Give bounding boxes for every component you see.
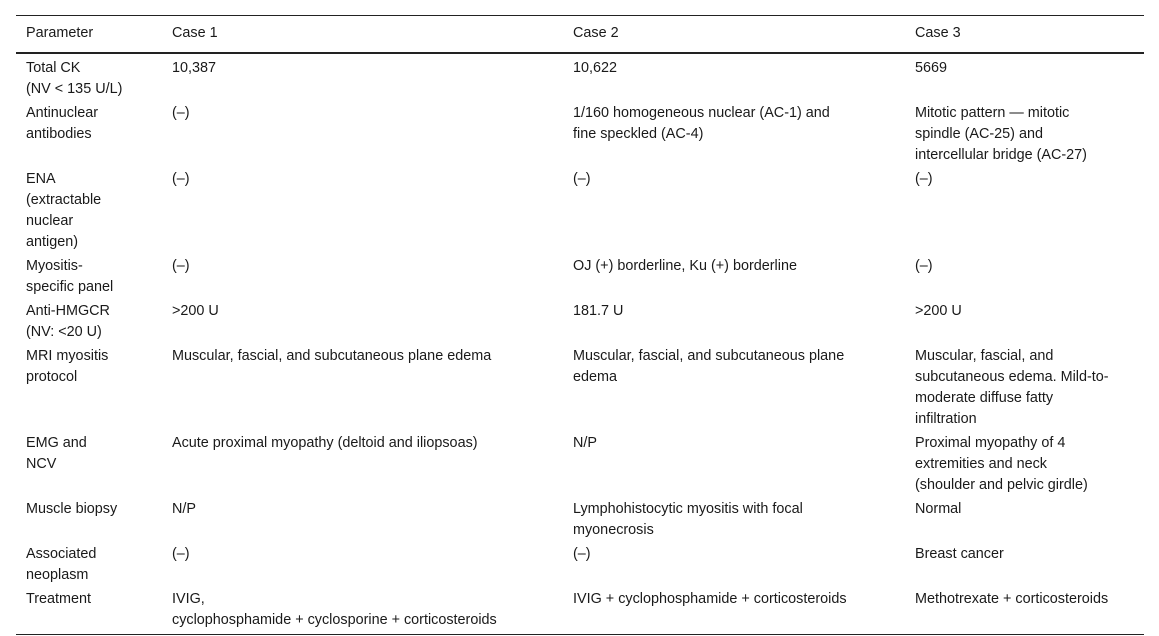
cell-text-line: >200 U xyxy=(915,303,962,319)
cell-text-line: spindle (AC-25) and xyxy=(915,126,1043,142)
cell-text-line: Methotrexate + corticosteroids xyxy=(915,591,1109,607)
cell-text-line: MRI myositis xyxy=(26,348,109,364)
cell-text-line: (–) xyxy=(172,546,190,562)
case-3-cell xyxy=(905,497,1144,542)
parameter-cell xyxy=(16,587,162,635)
case-3-cell xyxy=(905,167,1144,254)
table-row xyxy=(16,344,1144,431)
cell-text-line: IVIG + cyclophosphamide + corticosteroids xyxy=(573,591,847,607)
case-3-cell xyxy=(905,254,1144,299)
case-3-cell xyxy=(905,542,1144,587)
table-row xyxy=(16,431,1144,497)
parameter-cell xyxy=(16,101,162,167)
case-3-cell xyxy=(905,587,1144,635)
table-body xyxy=(16,53,1144,635)
cell-text-line: Total CK xyxy=(26,60,81,76)
cell-text-line: OJ (+) borderline, Ku (+) borderline xyxy=(573,258,797,274)
table-row xyxy=(16,53,1144,101)
cell-text-line: (–) xyxy=(915,258,933,274)
header-parameter: Parameter xyxy=(26,25,94,41)
cell-text-line: antibodies xyxy=(26,126,92,142)
cell-text-line: moderate diffuse fatty xyxy=(915,390,1054,406)
table-row xyxy=(16,587,1144,635)
cell-text-line: (NV < 135 U/L) xyxy=(26,81,123,97)
cell-text-line: extremities and neck xyxy=(915,456,1047,472)
table-row xyxy=(16,254,1144,299)
case-3-cell xyxy=(905,101,1144,167)
cell-text-line: Antinuclear xyxy=(26,105,98,121)
cell-text-line: Mitotic pattern — mitotic xyxy=(915,105,1070,121)
case-1-cell xyxy=(162,101,563,167)
case-2-cell xyxy=(563,497,905,542)
case-3-cell xyxy=(905,344,1144,431)
cell-text-line: Associated xyxy=(26,546,97,562)
cell-text-line: 10,387 xyxy=(172,60,217,76)
case-1-cell xyxy=(162,587,563,635)
table-row xyxy=(16,167,1144,254)
cell-text-line: Proximal myopathy of 4 xyxy=(915,435,1066,451)
table-row xyxy=(16,101,1144,167)
cell-text-line: Myositis- xyxy=(26,258,83,274)
header-case-1: Case 1 xyxy=(172,25,218,41)
parameter-cell xyxy=(16,344,162,431)
cell-text-line: nuclear xyxy=(26,213,74,229)
case-1-cell xyxy=(162,299,563,344)
cell-text-line: Breast cancer xyxy=(915,546,1004,562)
parameter-cell xyxy=(16,431,162,497)
cell-text-line: >200 U xyxy=(172,303,219,319)
cell-text-line: (extractable xyxy=(26,192,102,208)
cell-text-line: NCV xyxy=(26,456,57,472)
cell-text-line: myonecrosis xyxy=(573,522,654,538)
cell-text-line: Muscular, fascial, and subcutaneous plane edema xyxy=(172,348,492,364)
cell-text-line: cyclophosphamide + cyclosporine + corticosteroids xyxy=(172,612,497,628)
cell-text-line: protocol xyxy=(26,369,78,385)
cell-text-line: fine speckled (AC-4) xyxy=(573,126,704,142)
cell-text-line: (–) xyxy=(915,171,933,187)
cell-text-line: edema xyxy=(573,369,618,385)
parameter-cell xyxy=(16,542,162,587)
cell-text-line: (NV: <20 U) xyxy=(26,324,102,340)
cell-text-line: (–) xyxy=(172,105,190,121)
cell-text-line: EMG and xyxy=(26,435,87,451)
case-1-cell xyxy=(162,344,563,431)
case-2-cell xyxy=(563,53,905,101)
header-case-2: Case 2 xyxy=(573,25,619,41)
cell-text-line: (–) xyxy=(573,546,591,562)
case-2-cell xyxy=(563,542,905,587)
case-2-cell xyxy=(563,254,905,299)
case-2-cell xyxy=(563,344,905,431)
table-header xyxy=(16,16,1144,54)
case-2-cell xyxy=(563,587,905,635)
case-2-cell xyxy=(563,101,905,167)
cell-text-line: 5669 xyxy=(915,60,948,76)
case-1-cell xyxy=(162,542,563,587)
parameter-cell xyxy=(16,299,162,344)
cell-text-line: Anti-HMGCR xyxy=(26,303,110,319)
case-3-cell xyxy=(905,299,1144,344)
clinical-table-container xyxy=(16,15,1144,635)
cell-text-line: Muscle biopsy xyxy=(26,501,118,517)
cell-text-line: (–) xyxy=(172,171,190,187)
case-2-cell xyxy=(563,167,905,254)
cell-text-line: intercellular bridge (AC-27) xyxy=(915,147,1087,163)
case-3-cell xyxy=(905,431,1144,497)
case-1-cell xyxy=(162,53,563,101)
parameter-cell xyxy=(16,167,162,254)
cell-text-line: N/P xyxy=(573,435,597,451)
cell-text-line: specific panel xyxy=(26,279,114,295)
table-row xyxy=(16,542,1144,587)
header-case-3: Case 3 xyxy=(915,25,961,41)
cell-text-line: Lymphohistocytic myositis with focal xyxy=(573,501,803,517)
cell-text-line: antigen) xyxy=(26,234,79,250)
case-1-cell xyxy=(162,497,563,542)
cell-text-line: infiltration xyxy=(915,411,977,427)
cell-text-line: (–) xyxy=(573,171,591,187)
cell-text-line: subcutaneous edema. Mild-to- xyxy=(915,369,1109,385)
table-row xyxy=(16,299,1144,344)
cell-text-line: Muscular, fascial, and xyxy=(915,348,1054,364)
cell-text-line: Acute proximal myopathy (deltoid and iliopsoas) xyxy=(172,435,478,451)
cell-text-line: 1/160 homogeneous nuclear (AC-1) and xyxy=(573,105,830,121)
case-1-cell xyxy=(162,254,563,299)
case-1-cell xyxy=(162,167,563,254)
cell-text-line: neoplasm xyxy=(26,567,89,583)
cell-text-line: IVIG, xyxy=(172,591,205,607)
parameter-cell xyxy=(16,254,162,299)
case-1-cell xyxy=(162,431,563,497)
cell-text-line: (shoulder and pelvic girdle) xyxy=(915,477,1088,493)
cell-text-line: Treatment xyxy=(26,591,92,607)
cell-text-line: Muscular, fascial, and subcutaneous plane xyxy=(573,348,845,364)
case-3-cell xyxy=(905,53,1144,101)
parameter-cell xyxy=(16,53,162,101)
header-row xyxy=(16,16,1144,54)
case-2-cell xyxy=(563,299,905,344)
clinical-features-table xyxy=(16,15,1144,635)
cell-text-line: Normal xyxy=(915,501,962,517)
case-2-cell xyxy=(563,431,905,497)
cell-text-line: 10,622 xyxy=(573,60,618,76)
table-row xyxy=(16,497,1144,542)
cell-text-line: ENA xyxy=(26,171,56,187)
cell-text-line: N/P xyxy=(172,501,196,517)
cell-text-line: (–) xyxy=(172,258,190,274)
cell-text-line: 181.7 U xyxy=(573,303,624,319)
parameter-cell xyxy=(16,497,162,542)
